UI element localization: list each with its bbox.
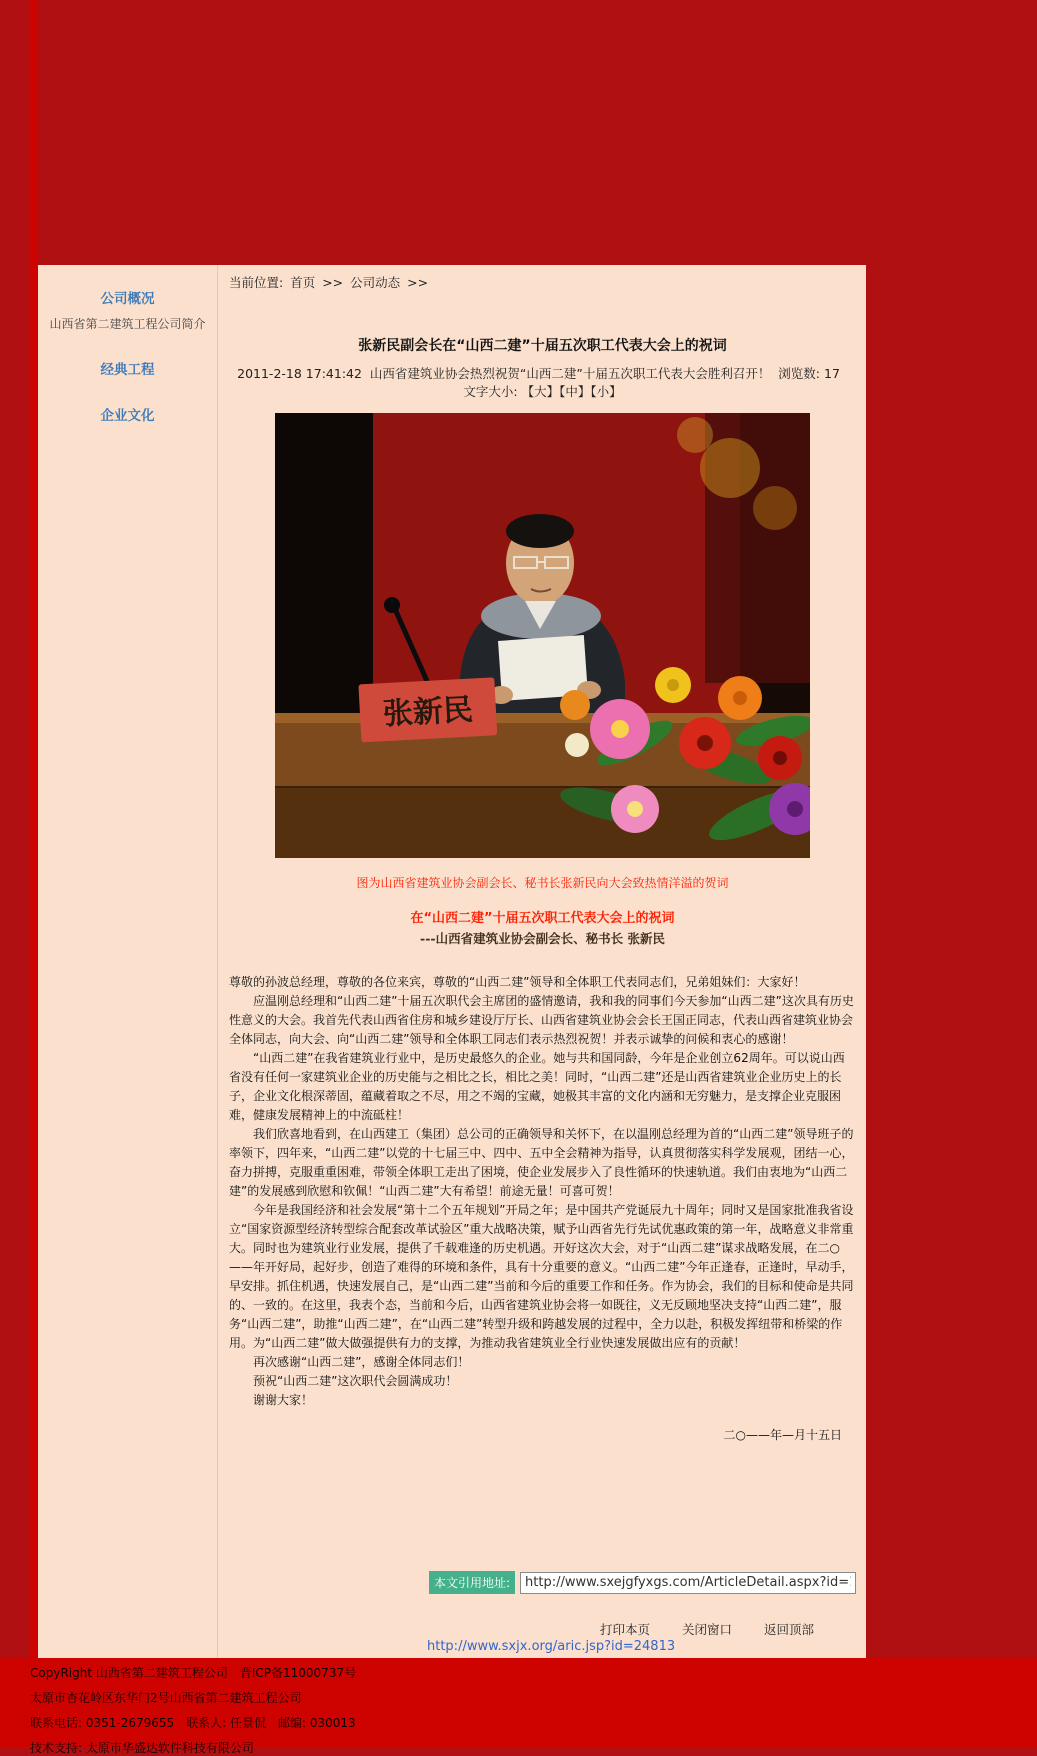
breadcrumb-home-link[interactable]: 首页: [290, 275, 316, 290]
font-size-label: 文字大小:: [463, 384, 518, 399]
page-footer: [0, 1658, 1037, 1755]
breadcrumb-separator: >>: [407, 275, 429, 290]
article-source-note: 山西省建筑业协会热烈祝贺“山西二建”十届五次职工代表大会胜利召开！: [369, 366, 771, 381]
article-body: [229, 973, 856, 1410]
left-accent-strip: [30, 0, 38, 1747]
views-label: 浏览数:: [778, 366, 821, 381]
external-link-row: [229, 1639, 856, 1654]
article-paragraph: 应温刚总经理和“山西二建”十届五次职代会主席团的盛情邀请，我和我的同事们今天参加“山西二建”这次具有历史性意义的大会。我首先代表山西省住房和城乡建设厅厅长、山西省建筑业协会会长王国正同志，代表山西省建筑业协会全体同志，向大会、向“山西二建”领导和全体职工同志们表示热烈祝贺！并表示诚挚的问候和衷心的感谢！: [229, 994, 854, 1046]
external-article-link[interactable]: http://www.sxjx.org/aric.jsp?id=24813: [427, 1639, 676, 1654]
print-page-button[interactable]: 打印本页: [599, 1622, 650, 1637]
article-datetime: 2011-2-18 17:41:42: [237, 366, 362, 381]
content-panel: [38, 265, 866, 1658]
citation-label: 本文引用地址:: [429, 1571, 515, 1594]
article-paragraph: 今年是我国经济和社会发展“第十二个五年规划”开局之年；是中国共产党诞辰九十周年；同时又是国家批准我省设立“国家资源型经济转型综合配套改革试验区”重大战略决策，赋予山西省先行先试优惠政策的第一年，战略意义非常重大。同时也为建筑业行业发展，提供了千载难逢的历史机遇。开好这次大会，对于“山西二建”谋求战略发展，在二○——年开好局，起好步，创造了难得的环境和条件，具有十分重要的意义。“山西二建”今年正逢春，正逢时，早动手，早安排。抓住机遇，快速发展自己，是“山西二建”当前和今后的重要工作和任务。作为协会，我们的目标和使命是共同的、一致的。在这里，我表个态，当前和今后，山西省建筑业协会将一如既往，义无反顾地坚决支持“山西二建”，服务“山西二建”，助推“山西二建”，在“山西二建”转型升级和跨越发展的过程中，全力以赴，积极发挥纽带和桥梁的作用。为“山西二建”做大做强提供有力的支撑，为推动我省建筑业全行业快速发展做出应有的贡献！: [229, 1203, 854, 1350]
sidebar-item-classic-projects[interactable]: 经典工程: [100, 362, 155, 378]
article-paragraph: 预祝“山西二建”这次职代会圆满成功！: [253, 1374, 458, 1388]
sidebar-item-company-intro[interactable]: 山西省第二建筑工程公司简介: [49, 317, 206, 331]
article-subtitle: 在“山西二建”十届五次职工代表大会上的祝词: [410, 911, 675, 926]
article-paragraph: “山西二建”在我省建筑业行业中，是历史最悠久的企业。她与共和国同龄，今年是企业创立62周年。可以说山西省没有任何一家建筑业企业的历史能与之相比之长，相比之美！同时，“山西二建”还是山西省建筑业企业历史上的长子，企业文化根深蒂固，蕴藏着取之不尽，用之不竭的宝藏，她极其丰富的文化内涵和无穷魅力，是支撑企业克服困难，健康发展精神上的中流砥柱！: [229, 1051, 845, 1122]
photo-name-plate-text: 张新民: [382, 692, 474, 733]
article-photo: [275, 413, 810, 858]
font-size-large-button[interactable]: 【大】: [521, 384, 560, 399]
citation-url-input[interactable]: [520, 1572, 856, 1594]
font-size-small-button[interactable]: 【小】: [590, 384, 622, 399]
footer-copyright: CopyRight 山西省第二建筑工程公司 晋ICP备11000737号: [30, 1666, 357, 1680]
article-actions: [229, 1620, 856, 1638]
footer-contact: 联系电话: 0351-2679655 联系人: 任景侃 邮编: 030013: [30, 1716, 356, 1730]
back-to-top-button[interactable]: 返回顶部: [763, 1622, 814, 1637]
footer-address: 太原市杏花岭区东华门2号山西省第二建筑工程公司: [30, 1691, 302, 1705]
footer-tech-support: 技术支持: 太原市华盛达软件科技有限公司: [30, 1741, 254, 1755]
breadcrumb: [229, 273, 856, 291]
breadcrumb-separator: >>: [322, 275, 344, 290]
sidebar: [38, 265, 218, 1658]
photo-caption: 图为山西省建筑业协会副会长、秘书长张新民向大会致热情洋溢的贺词: [356, 876, 729, 890]
article-paragraph: 谢谢大家！: [253, 1393, 314, 1407]
article-paragraph: 再次感谢“山西二建”，感谢全体同志们！: [253, 1355, 470, 1369]
font-size-medium-button[interactable]: 【中】: [559, 384, 591, 399]
views-count: 17: [824, 366, 840, 381]
article-paragraph: 尊敬的孙波总经理，尊敬的各位来宾，尊敬的“山西二建”领导和全体职工代表同志们，兄弟姐妹们：大家好！: [229, 975, 806, 989]
article-meta: [229, 365, 856, 401]
sidebar-item-corporate-culture[interactable]: 企业文化: [100, 408, 155, 424]
breadcrumb-label: 当前位置:: [229, 275, 284, 290]
article-title: 张新民副会长在“山西二建”十届五次职工代表大会上的祝词: [358, 338, 727, 354]
close-window-button[interactable]: 关闭窗口: [681, 1622, 732, 1637]
sidebar-item-company-overview[interactable]: 公司概况: [100, 291, 155, 307]
breadcrumb-section-link[interactable]: 公司动态: [350, 275, 401, 290]
article-byline: ---山西省建筑业协会副会长、秘书长 张新民: [420, 931, 665, 946]
citation-row: [229, 1571, 856, 1594]
article-date: 二○——年—月十五日: [723, 1428, 842, 1442]
main-content: [219, 265, 866, 1658]
article-paragraph: 我们欣喜地看到，在山西建工（集团）总公司的正确领导和关怀下，在以温刚总经理为首的“山西二建”领导班子的率领下，四年来，“山西二建”以党的十七届三中、四中、五中全会精神为指导，认真贯彻落实科学发展观，团结一心，奋力拼搏，克服重重困难，带领全体职工走出了困境，使企业发展步入了良性循环的快速轨道。我们由衷地为“山西二建”的发展感到欣慰和钦佩！“山西二建”大有希望！前途无量！可喜可贺！: [229, 1127, 854, 1198]
